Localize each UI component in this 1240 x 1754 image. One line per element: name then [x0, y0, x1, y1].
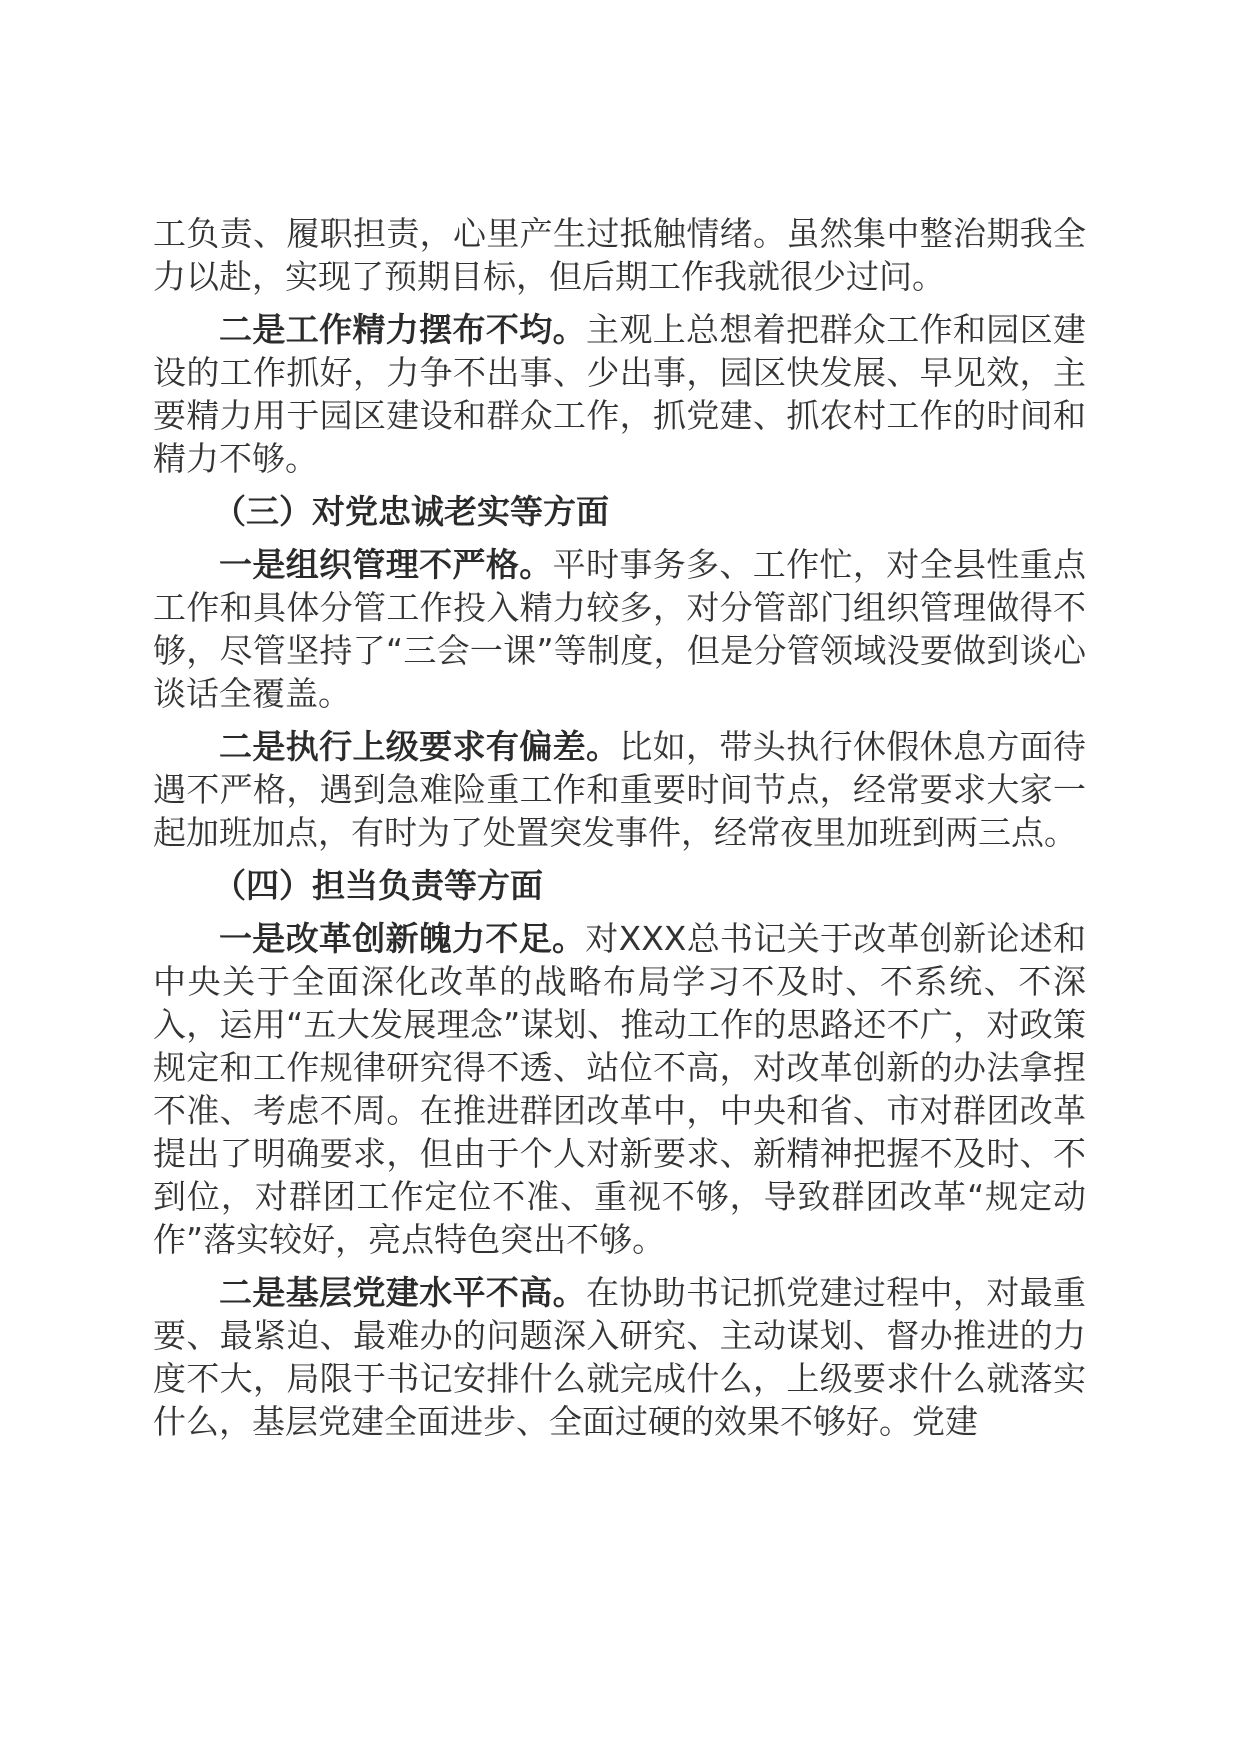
paragraph-lead: 二是基层党建水平不高。 — [219, 1273, 586, 1312]
paragraph-lead: 一是组织管理不严格。 — [219, 545, 553, 584]
paragraph-execution-deviation — [153, 725, 1086, 854]
paragraph-lead: 一是改革创新魄力不足。 — [219, 919, 586, 958]
section-heading-responsibility: （四）担当负责等方面 — [213, 866, 543, 905]
paragraph-text: 平时事务多、工作忙，对全县性重点工作和具体分管工作投入精力较多，对分管部门组织管理做得不够，尽管坚持了“三会一课”等制度，但是分管领域没要做到谈心谈话全覆盖。 — [153, 545, 1087, 713]
paragraph-work-energy — [153, 308, 1086, 480]
paragraph-text: 主观上总想着把群众工作和园区建设的工作抓好，力争不出事、少出事，园区快发展、早见效，主要精力用于园区建设和群众工作，抓党建、抓农村工作的时间和精力不够。 — [153, 310, 1087, 478]
paragraph-reform-innovation — [153, 917, 1086, 1261]
document-body — [153, 212, 1086, 1453]
section-heading-loyalty: （三）对党忠诚老实等方面 — [213, 492, 609, 531]
paragraph-text: 对XXX总书记关于改革创新论述和中央关于全面深化改革的战略布局学习不及时、不系统、不深入，运用“五大发展理念”谋划、推动工作的思路还不广，对政策规定和工作规律研究得不透、站位不高，对改革创新的办法拿捏不准、考虑不周。在推进群团改革中，中央和省、市对群团改革提出了明确要求，但由于个人对新要求、新精神把握不及时、不到位，对群团工作定位不准、重视不够，导致群团改革“规定动作”落实较好，亮点特色突出不够。 — [153, 919, 1087, 1259]
paragraph-grassroots-party-building — [153, 1271, 1086, 1443]
paragraph-text: 在协助书记抓党建过程中，对最重要、最紧迫、最难办的问题深入研究、主动谋划、督办推进的力度不大，局限于书记安排什么就完成什么，上级要求什么就落实什么，基层党建全面进步、全面过硬的效果不够好。党建 — [153, 1273, 1087, 1441]
paragraph-text: 比如，带头执行休假休息方面待遇不严格，遇到急难险重工作和重要时间节点，经常要求大家一起加班加点，有时为了处置突发事件，经常夜里加班到两三点。 — [153, 727, 1087, 852]
paragraph-continuation — [153, 212, 1086, 298]
paragraph-lead: 二是执行上级要求有偏差。 — [219, 727, 620, 766]
paragraph-lead: 二是工作精力摆布不均。 — [219, 310, 586, 349]
paragraph-organization-management — [153, 543, 1086, 715]
paragraph-text: 工负责、履职担责，心里产生过抵触情绪。虽然集中整治期我全力以赴，实现了预期目标，但后期工作我就很少过问。 — [153, 214, 1086, 296]
